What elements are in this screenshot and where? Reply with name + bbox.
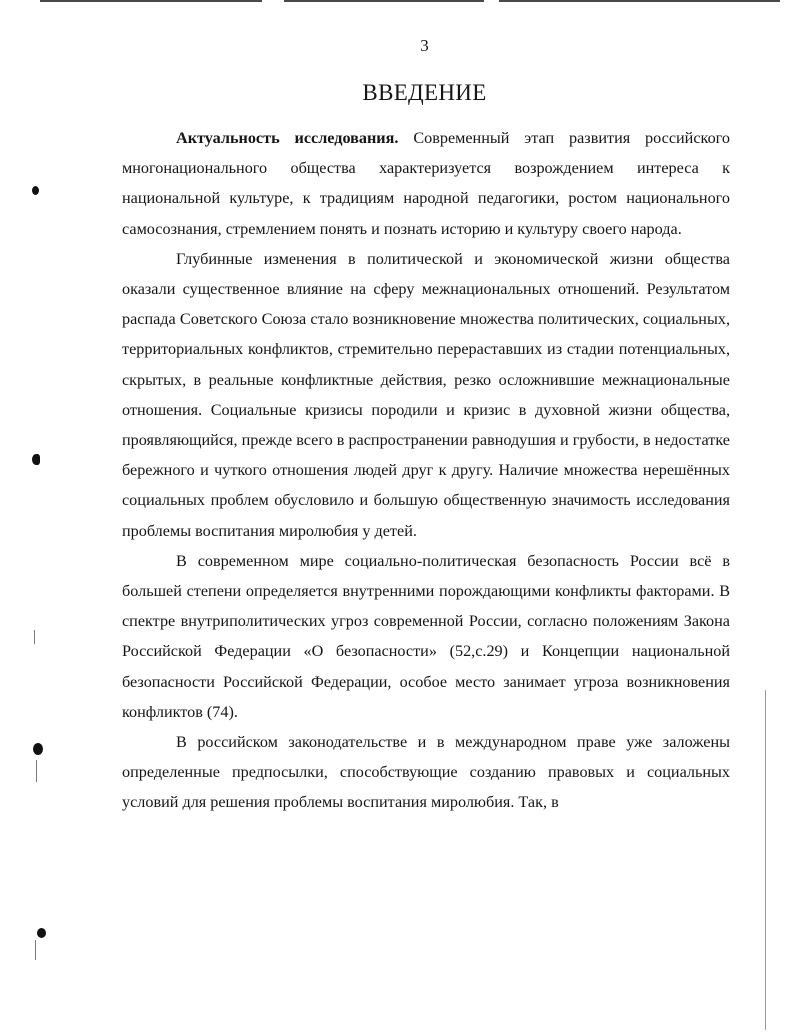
paragraph-changes: Глубинные изменения в политической и экономической жизни общества оказали существенное влияние на сферу межнациональных отношений. Результатом распада Советского Союза стало возникновение множества политических, социальных, территориальных конфликтов, стремительно перераставших из стадии потенциальных, скрытых, в реальные конфликтные действия, резко осложнившие межнациональные отношения. Социальные кризисы породили и кризис в духовной жизни общества, проявляющийся, прежде всего в распространении равнодушия и грубости, в недостатке бережного и чуткого отношения людей друг к другу. Наличие множества нерешённых социальных проблем обусловило и большую общественную значимость исследования проблемы воспитания миролюбия у детей.: [122, 249, 730, 540]
binding-hole-mark: [33, 743, 43, 755]
binding-hole-mark: [32, 186, 39, 195]
margin-scan-mark: [35, 940, 36, 960]
paragraph-security: В современном мире социально-политическая безопасность России всё в большей степени определяется внутренними порождающими конфликты факторами. В спектре внутриполитических угроз современной России, согласно положениям Закона Российской Федерации «О безопасности» (52,с.29) и Концепции национальной безопасности Российской Федерации, особое место занимает угроза возникновения конфликтов (74).: [122, 551, 730, 721]
margin-scan-mark: [34, 630, 35, 644]
section-heading: ВВЕДЕНИЕ: [362, 80, 487, 105]
paragraph-lead: Актуальность исследования.: [176, 129, 399, 147]
page-number: 3: [420, 36, 429, 55]
document-body: [122, 123, 730, 818]
paragraph-legislation: В российском законодательстве и в международном праве уже заложены определенные предпосылки, способствующие созданию правовых и социальных условий для решения проблемы воспитания миролюбия. Так, в: [122, 733, 730, 812]
scan-edge-artifact: [40, 0, 780, 2]
binding-hole-mark: [37, 928, 46, 938]
binding-hole-mark: [32, 454, 40, 465]
margin-scan-mark: [36, 760, 37, 782]
paragraph-relevance: [122, 123, 730, 244]
scan-shadow-line: [765, 690, 766, 1030]
paragraph-text: Современный этап развития российского многонационального общества характеризуется возрождением интереса к национальной культуре, к традициям народной педагогики, ростом национального самосознания, стремлением понять и познать историю и культуру своего народа.: [122, 129, 730, 238]
